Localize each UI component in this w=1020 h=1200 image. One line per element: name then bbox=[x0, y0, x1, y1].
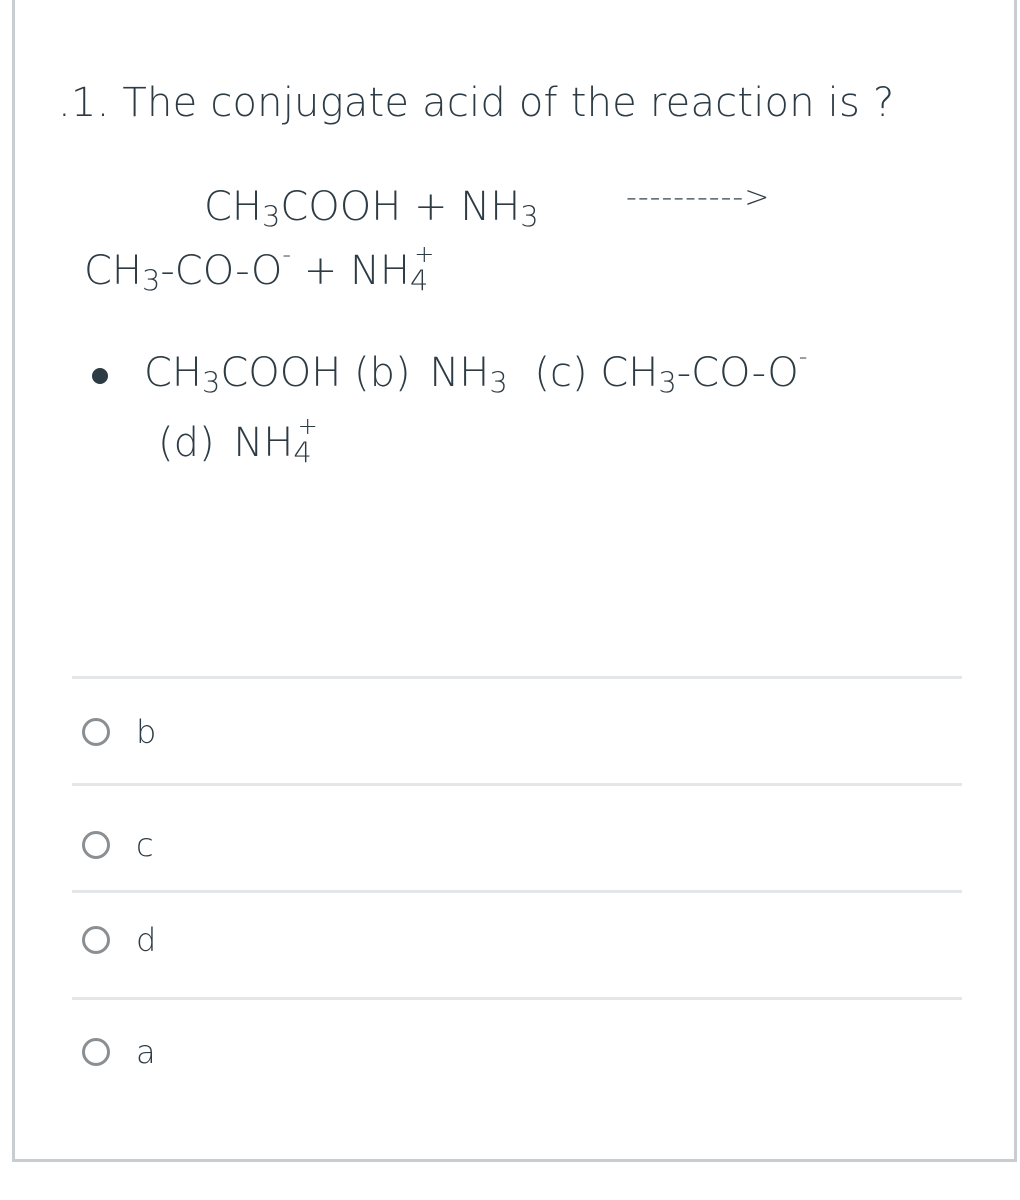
formula-superscript: - bbox=[798, 342, 808, 371]
radio-button[interactable] bbox=[82, 831, 110, 859]
formula-subscript: 3 bbox=[520, 199, 539, 234]
radio-button[interactable] bbox=[82, 1038, 110, 1066]
equation-reactants bbox=[204, 184, 539, 234]
question-text: The conjugate acid of the reaction is ? bbox=[122, 80, 895, 126]
choice-label-d: (d) bbox=[158, 420, 215, 466]
formula-text: NH bbox=[233, 420, 294, 466]
question-title bbox=[58, 80, 894, 126]
divider bbox=[72, 783, 962, 786]
reaction-arrow: ----------> bbox=[626, 180, 771, 215]
choices-list-line2 bbox=[158, 412, 318, 470]
option-d[interactable] bbox=[82, 910, 156, 970]
formula-text: NH bbox=[460, 184, 521, 230]
formula-text: COOH bbox=[280, 184, 402, 230]
option-label: a bbox=[136, 1033, 156, 1071]
formula-superscript: + bbox=[297, 412, 318, 441]
plus-sign: + bbox=[303, 248, 338, 294]
plus-sign: + bbox=[414, 184, 448, 230]
option-label: b bbox=[136, 713, 157, 751]
formula-subscript: 3 bbox=[489, 365, 508, 400]
formula-subscript: 3 bbox=[658, 365, 677, 400]
formula-superscript: + bbox=[414, 240, 435, 269]
formula-subscript: 4 bbox=[409, 263, 429, 298]
choice-label-b: (b) bbox=[354, 350, 411, 396]
option-b[interactable] bbox=[82, 702, 156, 762]
formula-text: -CO-O bbox=[676, 350, 799, 396]
formula-text: COOH bbox=[220, 350, 342, 396]
formula-subscript: 4 bbox=[293, 435, 312, 470]
radio-button[interactable] bbox=[82, 718, 110, 746]
divider bbox=[72, 676, 962, 679]
formula-subscript: 3 bbox=[142, 263, 161, 298]
formula-subscript: 3 bbox=[202, 365, 221, 400]
formula-text: NH bbox=[349, 248, 410, 294]
choice-label-c: (c) bbox=[534, 350, 588, 396]
formula-subscript: 3 bbox=[262, 199, 281, 234]
formula-text: CH bbox=[204, 184, 263, 230]
divider bbox=[72, 997, 962, 1000]
formula-text: CH bbox=[84, 248, 143, 294]
choices-list-line1 bbox=[144, 342, 808, 400]
question-number: .1. bbox=[58, 80, 110, 126]
formula-text: -CO-O bbox=[160, 248, 283, 294]
formula-text: CH bbox=[600, 350, 659, 396]
option-label: c bbox=[136, 826, 154, 864]
option-label: d bbox=[136, 921, 157, 959]
radio-button[interactable] bbox=[82, 926, 110, 954]
formula-text: CH bbox=[144, 350, 203, 396]
equation-products bbox=[84, 240, 435, 298]
bullet-dot bbox=[92, 368, 108, 384]
formula-text: NH bbox=[429, 350, 490, 396]
option-a[interactable] bbox=[82, 1022, 156, 1082]
question-card bbox=[12, 0, 1017, 1162]
divider bbox=[72, 890, 962, 893]
formula-superscript: - bbox=[282, 240, 292, 269]
option-c[interactable] bbox=[82, 815, 154, 875]
